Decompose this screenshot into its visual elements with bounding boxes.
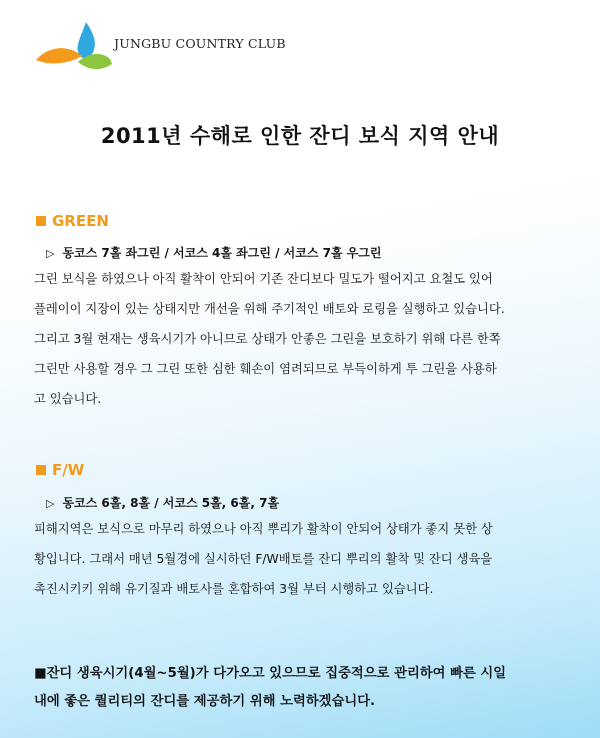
section-subheading-fw [46, 494, 279, 511]
section-heading-label: F/W [52, 461, 85, 479]
paragraph-line: 고 있습니다. [34, 392, 102, 406]
paragraph-line: 그린만 사용할 경우 그 그린 또한 심한 훼손이 염려되므로 부득이하게 투 그린을 사용하 [34, 362, 497, 376]
club-logo [34, 20, 286, 76]
paragraph-line: 촉진시키키 위해 유기질과 배토사를 혼합하여 3월 부터 시행하고 있습니다. [34, 582, 434, 596]
paragraph-line: 피해지역은 보식으로 마무리 하였으나 아직 뿌리가 활착이 안되어 상태가 좋지 못한 상 [34, 522, 493, 536]
square-bullet-icon [36, 465, 46, 475]
paragraph-line: 그리고 3월 현재는 생육시기가 아니므로 상태가 안좋은 그린을 보호하기 위해 다른 한쪽 [34, 332, 501, 346]
triangle-right-icon: ▷ [46, 497, 55, 510]
subheading-text: 동코스 7홀 좌그린 / 서코스 4홀 좌그린 / 서코스 7홀 우그린 [62, 246, 382, 260]
subheading-text: 동코스 6홀, 8홀 / 서코스 5홀, 6홀, 7홀 [62, 496, 280, 510]
closing-line: 내에 좋은 퀄리티의 잔디를 제공하기 위해 노력하겠습니다. [34, 694, 376, 709]
section-subheading-green [46, 244, 382, 261]
fw-paragraph [34, 514, 574, 604]
paragraph-line: 플레이이 지장이 있는 상태지만 개선을 위해 주기적인 배토와 로링을 실행하고 있습니다. [34, 302, 505, 316]
closing-note [34, 660, 579, 716]
section-heading-label: GREEN [52, 212, 109, 230]
square-bullet-icon [36, 216, 46, 226]
green-paragraph [34, 264, 574, 414]
section-heading-green [36, 212, 109, 230]
club-name: JUNGBU COUNTRY CLUB [114, 36, 286, 51]
section-heading-fw [36, 461, 84, 479]
leaf-logo-icon [34, 20, 114, 76]
page-title: 2011년 수해로 인한 잔디 보식 지역 안내 [100, 124, 500, 148]
closing-line: ■잔디 생육시기(4월~5월)가 다가오고 있으므로 집중적으로 관리하여 빠른 시일 [34, 666, 507, 681]
paragraph-line: 황입니다. 그래서 매년 5월경에 실시하던 F/W배토를 잔디 뿌리의 활착 및 잔디 생육을 [34, 552, 493, 566]
triangle-right-icon: ▷ [46, 247, 55, 260]
paragraph-line: 그린 보식을 하였으나 아직 활착이 안되어 기존 잔디보다 밀도가 떨어지고 요철도 있어 [34, 272, 493, 286]
